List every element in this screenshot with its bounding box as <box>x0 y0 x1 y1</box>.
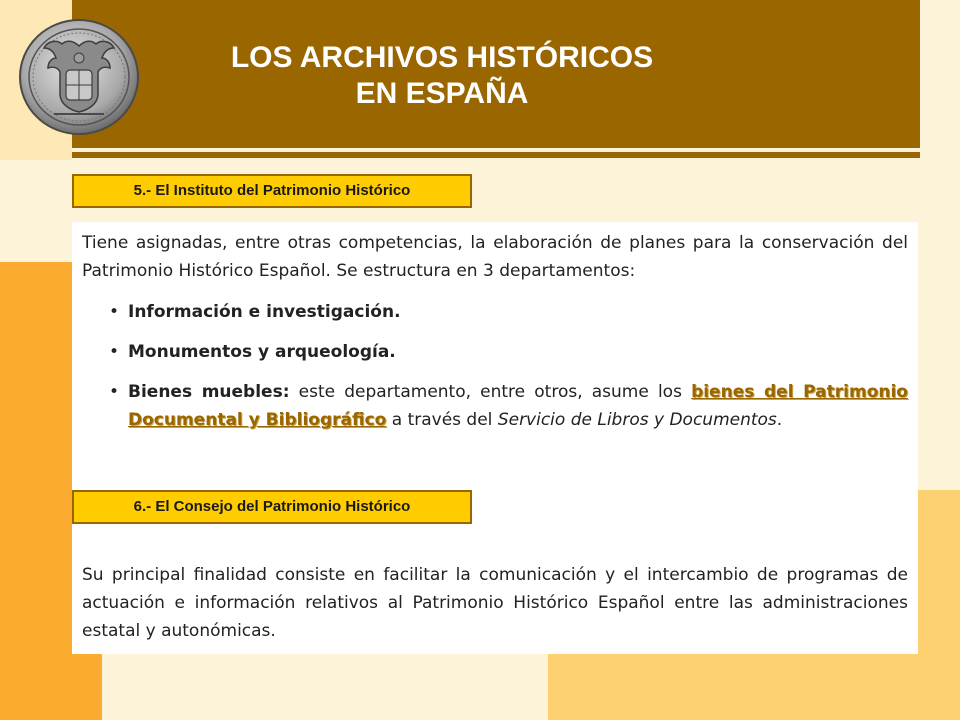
section-6-body: Su principal finalidad consiste en facilitar la comunicación y el intercambio de programas de actuación e información relativos al Patrimonio Histórico Español entre las administraciones estatal y autonómicas. <box>82 565 908 641</box>
header-divider <box>72 152 920 158</box>
department-label: Información e investigación. <box>128 302 401 322</box>
department-list <box>105 298 908 434</box>
list-item <box>105 338 908 366</box>
department-label: Monumentos y arqueología. <box>128 342 396 362</box>
section-5-tab: 5.- El Instituto del Patrimonio Histórico <box>72 174 472 208</box>
title-line-2: EN ESPAÑA <box>355 77 529 110</box>
bullet-icon: • <box>109 382 120 402</box>
title-line-1: LOS ARCHIVOS HISTÓRICOS <box>230 41 654 74</box>
list-item <box>105 378 908 434</box>
patrimonio-documental-link[interactable]: bienes del Patrimonio Documental y Bibliográfico <box>128 382 908 430</box>
department-text-after-link: a través del <box>386 410 498 430</box>
background-strip-right <box>920 0 960 490</box>
servicio-name: Servicio de Libros y Documentos <box>497 410 777 430</box>
bullet-icon: • <box>109 302 120 322</box>
list-item <box>105 298 908 326</box>
section-5-intro: Tiene asignadas, entre otras competencias, la elaboración de planes para la conservación del Patrimonio Histórico Español. Se estructura en 3 departamentos: <box>82 233 908 281</box>
sentence-end: . <box>776 410 783 430</box>
page-title <box>72 40 812 112</box>
department-text: este departamento, entre otros, asume los <box>289 382 692 402</box>
department-label: Bienes muebles: <box>128 382 290 402</box>
section-6-tab: 6.- El Consejo del Patrimonio Histórico <box>72 490 472 524</box>
bullet-icon: • <box>109 342 120 362</box>
